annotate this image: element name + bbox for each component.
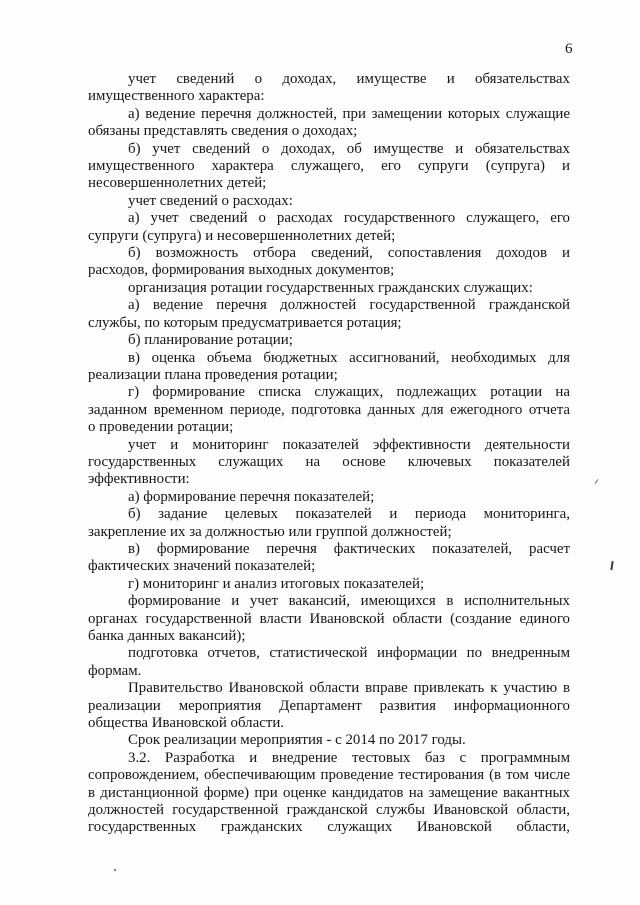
text-line: б) учет сведений о доходах, об имуществе и обязательствах [128,140,570,157]
text-line: 3.2. Разработка и внедрение тестовых баз с программным [128,749,570,766]
paragraph-expense-accounting [88,193,570,210]
paragraph-government-involvement [88,680,570,732]
text-line: службы, по которым предусматривается ротация; [88,314,402,331]
list-item-b-target-indicators [88,506,570,541]
document-body [88,71,570,837]
list-item-b-rotation-planning [88,332,570,349]
text-line: имущественного характера: [88,88,265,105]
scan-speck [610,561,613,570]
list-item-c-actual-indicators [88,541,570,576]
text-line: а) учет сведений о расходах государственного служащего, его [128,210,570,227]
text-line: б) возможность отбора сведений, сопоставления доходов и [128,245,570,262]
text-line: государственных служащих на основе ключевых показателей [88,453,570,470]
list-item-a-expense-records [88,210,570,245]
text-line: б) планирование ротации; [128,332,293,349]
list-item-c-budget-estimate [88,350,570,385]
text-line: закрепление их за должностью или группой должностей; [88,523,452,540]
text-line: заданном временном периоде, подготовка данных для ежегодного отчета [88,401,570,418]
paragraph-vacancies [88,593,570,645]
text-line: Правительство Ивановской области вправе привлекать к участию в [128,680,570,697]
list-item-b-income-records [88,141,570,193]
text-line: в) оценка объема бюджетных ассигнований, необходимых для [128,349,570,366]
text-line: в) формирование перечня фактических показателей, расчет [128,540,570,557]
list-item-a-positions-list [88,106,570,141]
text-line: сопровождением, обеспечивающим проведение тестирования (в том числе [88,767,570,784]
list-item-d-rotation-list [88,384,570,436]
text-line: формирование и учет вакансий, имеющихся в исполнительных [128,593,570,610]
list-item-a-rotation-positions [88,297,570,332]
text-line: органах государственной власти Ивановской области (создание единого [88,610,570,627]
section-3-2-test-bases [88,750,570,837]
text-line: г) мониторинг и анализ итоговых показателей; [128,575,425,592]
text-line: г) формирование списка служащих, подлежащих ротации на [128,384,570,401]
text-line: должностей государственной гражданской службы Ивановской области, [88,802,570,819]
page-number: 6 [565,41,573,57]
text-line: а) ведение перечня должностей государственной гражданской [128,297,570,314]
scan-speck [595,479,599,484]
text-line: государственных гражданских служащих Ивановской области, [88,819,570,836]
text-line: реализации мероприятия Департамент развития информационного [88,697,570,714]
list-item-a-indicator-list [88,489,570,506]
text-line: банка данных вакансий); [88,628,246,644]
scan-speck [114,869,116,871]
list-item-d-monitoring-analysis [88,576,570,593]
text-line: организация ротации государственных гражданских служащих: [128,279,533,296]
text-line: несовершеннолетних детей; [88,175,267,192]
paragraph-implementation-period [88,732,570,749]
text-line: б) задание целевых показателей и периода мониторинга, [128,506,570,523]
text-line: в дистанционной форме) при оценке кандидатов на замещение вакантных [88,784,570,801]
paragraph-income-accounting [88,71,570,106]
text-line: расходов, формирования выходных документов; [88,262,395,279]
text-line: а) формирование перечня показателей; [128,488,375,505]
text-line: имущественного характера служащего, его супруги (супруга) и [88,158,570,175]
text-line: подготовка отчетов, статистической информации по внедренным [128,645,570,662]
text-line: учет сведений о доходах, имуществе и обязательствах [128,71,570,87]
paragraph-reports [88,645,570,680]
text-line: эффективности: [88,471,190,488]
list-item-b-comparison [88,245,570,280]
paragraph-rotation [88,280,570,297]
text-line: фактических значений показателей; [88,558,316,575]
paragraph-kpi-monitoring [88,437,570,489]
text-line: учет сведений о расходах: [128,192,293,209]
text-line: обязаны представлять сведения о доходах; [88,123,358,140]
text-line: учет и мониторинг показателей эффективности деятельности [128,436,570,453]
text-line: реализации плана проведения ротации; [88,366,338,383]
text-line: общества Ивановской области. [88,715,285,732]
text-line: супруги (супруга) и несовершеннолетних детей; [88,227,396,244]
text-line: а) ведение перечня должностей, при замещении которых служащие [128,105,570,122]
text-line: о проведении ротации; [88,419,234,436]
text-line: формам. [88,662,142,679]
text-line: Срок реализации мероприятия - с 2014 по 2017 годы. [128,732,466,749]
